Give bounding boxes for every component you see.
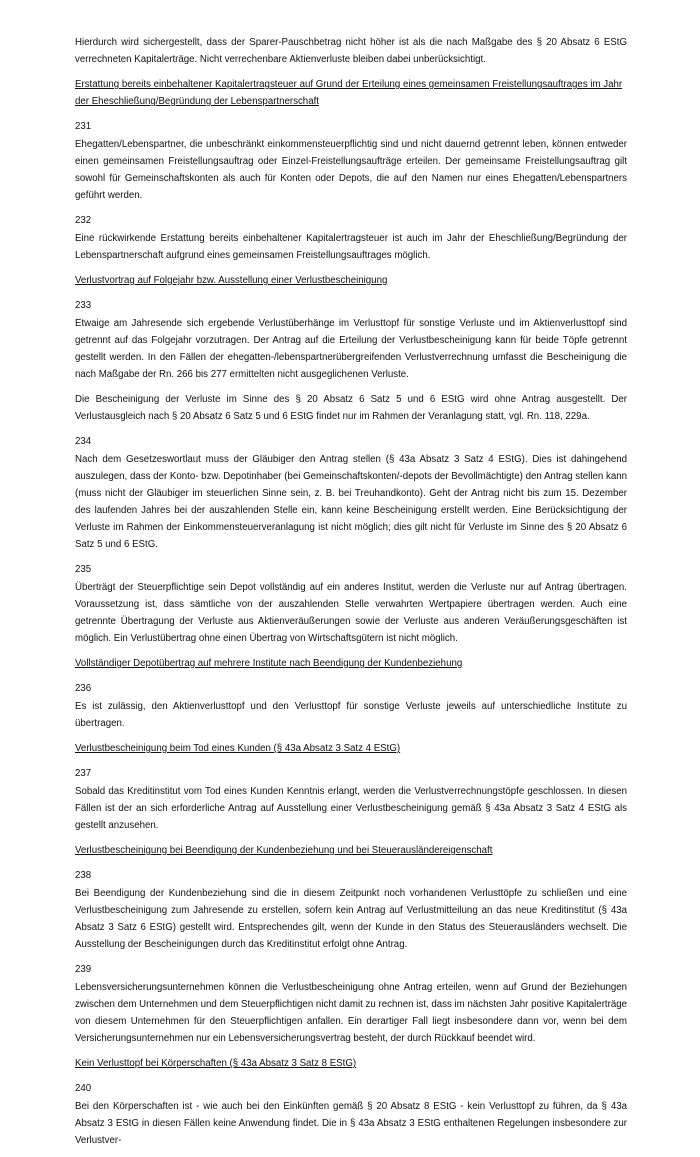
paragraph-233-a: Etwaige am Jahresende sich ergebende Verlustüberhänge im Verlusttopf für sonstige Verluste und im Aktienverlusttopf sind getrennt auf das Folgejahr vorzutragen. Der Antrag auf die Erteilung der Verlustbescheinigung kann für beide Töpfe getrennt gestellt werden. In den Fällen der ehegatten-/lebenspartnerübergreifenden Verlustverrechnung umfasst die Bescheinigung die nach Maßgabe der Rn. 266 bis 277 ermittelten nicht ausgeglichenen Verluste. — [75, 318, 627, 380]
paragraph-235: Überträgt der Steuerpflichtige sein Depot vollständig auf ein anderes Institut, werden die Verluste nur auf Antrag übertragen. Voraussetzung ist, dass sämtliche von der auszahlenden Stelle verwahrten Wertpapiere übertragen werden. Auch eine getrennte Übertragung der Verluste aus Aktienveräußerungen sowie der Verluste aus anderen Veräußerungsgeschäften ist möglich. Ein Verlustübertrag ohne einen Übertrag von Wirtschaftsgütern ist nicht möglich. — [75, 582, 627, 644]
section-heading-beendigung: Verlustbescheinigung bei Beendigung der Kundenbeziehung und bei Steuerausländereigenschaft — [75, 845, 493, 856]
paragraph-239: Lebensversicherungsunternehmen können die Verlustbescheinigung ohne Antrag erteilen, wenn auf Grund der Beziehungen zwischen dem Unternehmen und dem Steuerpflichtigen nicht damit zu rechnen ist, dass im nächsten Jahr positive Kapitalerträge von diesem Unternehmen für den Steuerpflichtigen anfallen. Ein derartiger Fall liegt insbesondere dann vor, wenn bei dem Versicherungsunternehmen nur ein Lebensversicherungsvertrag besteht, der durch Rückkauf beendet wird. — [75, 982, 627, 1044]
paragraph-234: Nach dem Gesetzeswortlaut muss der Gläubiger den Antrag stellen (§ 43a Absatz 3 Satz 4 EStG). Dies ist dahingehend auszulegen, dass der Konto- bzw. Depotinhaber (bei Gemeinschaftskonten/-depots der Bevollmächtigte) den Antrag stellen kann (muss nicht der Gläubiger im steuerlichen Sinne sein, z. B. bei Treuhandkonto). Geht der Antrag nicht bis zum 15. Dezember des laufenden Jahres bei der auszahlenden Stelle ein, kann keine Bescheinigung erstellt werden. Eine Berücksichtigung der Verluste im Rahmen der Einkommensteuerveranlagung ist nicht möglich; dies gilt nicht für Verluste im Sinne des § 20 Absatz 6 Satz 5 und 6 EStG. — [75, 454, 627, 550]
margin-number-239: 239 — [75, 964, 92, 975]
section-heading-depotuebertrag: Vollständiger Depotübertrag auf mehrere Institute nach Beendigung der Kundenbeziehung — [75, 658, 463, 669]
margin-number-236: 236 — [75, 683, 92, 694]
margin-number-233: 233 — [75, 300, 92, 311]
paragraph-233-b: Die Bescheinigung der Verluste im Sinne des § 20 Absatz 6 Satz 5 und 6 EStG wird ohne Antrag ausgestellt. Der Verlustausgleich nach § 20 Absatz 6 Satz 5 und 6 EStG findet nur im Rahmen der Veranlagung statt, vgl. Rn. 118, 229a. — [75, 394, 627, 422]
margin-number-238: 238 — [75, 870, 92, 881]
paragraph-231: Ehegatten/Lebenspartner, die unbeschränkt einkommensteuerpflichtig sind und nicht dauernd getrennt leben, können entweder einen gemeinsamen Freistellungsauftrag oder Einzel-Freistellungsaufträge erteilen. Der gemeinsame Freistellungsauftrag gilt sowohl für Gemeinschaftskonten als auch für Konten oder Depots, die auf den Namen nur eines Ehegatten/Lebenspartners geführt werden. — [75, 139, 627, 201]
paragraph-232: Eine rückwirkende Erstattung bereits einbehaltener Kapitalertragsteuer ist auch im Jahr der Eheschließung/Begründung der Lebenspartnerschaft aufgrund eines gemeinsamen Freistellungsauftrages möglich. — [75, 233, 627, 261]
margin-number-240: 240 — [75, 1083, 92, 1094]
section-heading-erstattung: Erstattung bereits einbehaltener Kapitalertragsteuer auf Grund der Erteilung eines gemeinsamen Freistellungsauftrages im Jahr der Eheschließung/Begründung der Lebenspartnerschaft — [75, 79, 623, 107]
margin-number-237: 237 — [75, 768, 92, 779]
paragraph-240: Bei den Körperschaften ist - wie auch bei den Einkünften gemäß § 20 Absatz 8 EStG - kein Verlusttopf zu führen, da § 43a Absatz 3 EStG in diesen Fällen keine Anwendung findet. Die in § 43a Absatz 3 EStG enthaltenen Regelungen insbesondere zur Verlustver- — [75, 1101, 627, 1146]
margin-number-234: 234 — [75, 436, 92, 447]
paragraph-236: Es ist zulässig, den Aktienverlusttopf und den Verlusttopf für sonstige Verluste jeweils auf unterschiedliche Institute zu übertragen. — [75, 701, 627, 729]
margin-number-235: 235 — [75, 564, 92, 575]
section-heading-tod-kunde: Verlustbescheinigung beim Tod eines Kunden (§ 43a Absatz 3 Satz 4 EStG) — [75, 743, 401, 754]
paragraph-238: Bei Beendigung der Kundenbeziehung sind die in diesem Zeitpunkt noch vorhandenen Verlusttöpfe zu schließen und eine Verlustbescheinigung zum Jahresende zu erstellen, sofern kein Antrag auf Verlustmitteilung an das neue Kreditinstitut (§ 43a Absatz 3 Satz 6 EStG) gestellt wird. Entsprechendes gilt, wenn der Kunde in den Status des Steuerausländers wechselt. Die Ausstellung der Bescheinigungen durch das Kreditinstitut erfolgt ohne Antrag. — [75, 888, 627, 950]
margin-number-231: 231 — [75, 121, 92, 132]
section-heading-koerperschaften: Kein Verlusttopf bei Körperschaften (§ 43a Absatz 3 Satz 8 EStG) — [75, 1058, 357, 1069]
paragraph-237: Sobald das Kreditinstitut vom Tod eines Kunden Kenntnis erlangt, werden die Verlustverrechnungstöpfe geschlossen. In diesen Fällen ist der an sich erforderliche Antrag auf Ausstellung einer Verlustbescheinigung gemäß § 43a Absatz 3 Satz 4 EStG als gestellt anzusehen. — [75, 786, 627, 831]
intro-paragraph: Hierdurch wird sichergestellt, dass der Sparer-Pauschbetrag nicht höher ist als die nach Maßgabe des § 20 Absatz 6 EStG verrechneten Kapitalerträge. Nicht verrechenbare Aktienverluste bleiben dabei unberücksichtigt. — [75, 37, 627, 65]
document-body — [75, 34, 627, 1157]
section-heading-verlustvortrag: Verlustvortrag auf Folgejahr bzw. Ausstellung einer Verlustbescheinigung — [75, 275, 388, 286]
margin-number-232: 232 — [75, 215, 92, 226]
